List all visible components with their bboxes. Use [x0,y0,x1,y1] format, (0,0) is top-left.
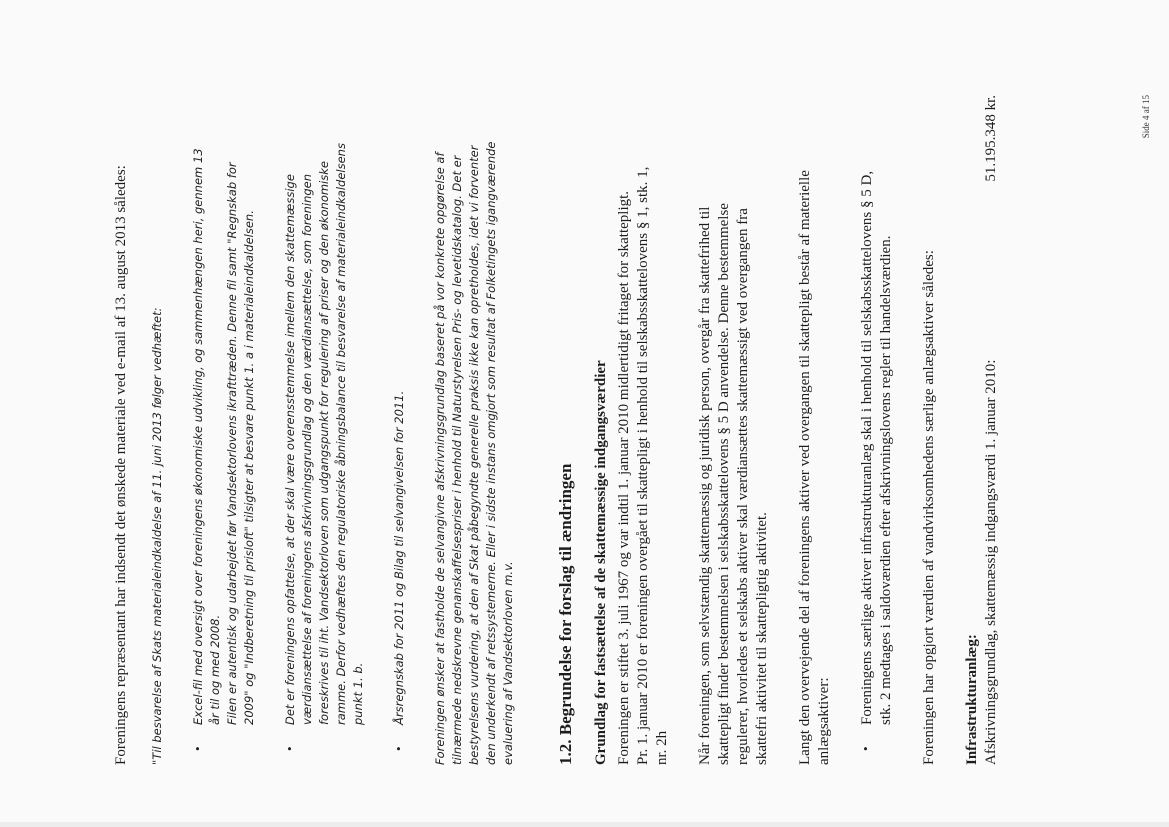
paragraph-line: nr. 2h [654,730,670,765]
infrastructure-value-row [982,95,1001,765]
list-item-line: Excel-fil med oversigt over foreningens økonomiske udvikling, og sammenhængen heri, gennem 13 [191,148,205,725]
statement-line: bestyrelsens vurdering, at den af Skat påbegyndte generelle praksis ikke kan opretholdes, idet vi forventer [467,145,481,765]
infrastructure-label: Afskrivningsgrundlag, skattemæssig indgangsværdi 1. januar 2010: [983,359,999,765]
bullet-icon: • [190,746,205,751]
list-item-line: år til og med 2008. [208,614,222,725]
asset-list [858,65,896,765]
paragraph-line: Foreningen er stiftet 3. juli 1967 og var indtil 1. januar 2010 midlertidigt fritaget for skattepligt. [616,190,632,765]
list-item [282,65,367,765]
list-item [190,65,258,765]
paragraph-line: Når foreningen, som selvstændig skattemæssig og juridisk person, overgår fra skattefrihed til [697,206,713,765]
italic-statement [432,65,517,765]
list-item-line: Filen er autentisk og udarbejdet før Vandsektorlovens ikrafttræden. Denne fil samt "Regnskab for [225,162,239,725]
paragraph-line: anlægsaktiver: [816,677,832,765]
paragraph-assets [796,65,834,765]
paragraph-line: regulerer, hvorledes et selskabs aktiver skal værdiansættes skattemæssigt ved overgangen fra [735,208,751,765]
section-title: 1.2. Begrundelse for forslag til ændringen [556,463,575,765]
statement-line: Foreningen ønsker at fastholde de selvangivne afskrivningsgrundlag baseret på vor konkrete opgørelse af [433,152,447,765]
quote-intro: "Til besvarelse af Skats materialeindkaldelse af 11. juni 2013 følger vedhæftet: [150,307,164,765]
bullet-icon: • [391,746,406,751]
paragraph-line: Langt den overvejende del af foreningens aktiver ved overgangen til skattepligt består af materielle [797,170,813,765]
paragraph-line: skattepligt finder bestemmelsen i selskabsskattelovens § 5 D anvendelse. Denne bestemmelse [716,203,732,765]
paragraph-valuation: Foreningen har opgjort værdien af vandvirksomhedens særlige anlægsaktiver således: [921,250,937,765]
intro-paragraph: Foreningens repræsentant har indsendt det ønskede materiale ved e-mail af 13. august 2013 således: [113,165,129,765]
statement-line: den underkendt af retssystemerne. Eller i sidste instans omgjort som resultat af Folketingets igangværende [484,141,498,765]
paragraph-founding [615,65,672,765]
list-item-line: Foreningens særlige aktiver infrastrukturanlæg skal i henhold til selskabsskattelovens § 5 D, [859,170,875,725]
bullet-icon: • [282,746,297,751]
statement-line: evaluering af Vandsektorloven m.v. [501,561,515,765]
list-item-line: punkt 1. b. [351,662,365,725]
paragraph-line: Pr. 1. januar 2010 er foreningen overgået til skattepligt i henhold til selskabsskattelovens § 1, stk. 1, [635,166,651,765]
infrastructure-value: 51.195.348 kr. [983,95,999,182]
list-item [858,65,896,765]
list-item-line: værdiansættelse af foreningens afskrivningsgrundlag og den værdiansættelse, som foreningen [300,173,314,725]
page-number: Side 4 af 15 [1141,95,1151,139]
list-item-line: foreskrives til iht. Vandsektorloven som udgangspunkt for regulering af priser og den økonomiske [317,161,331,725]
list-item-line: ramme. Derfor vedhæftes den regulatoriske åbningsbalance til besvarelse af materialeindkaldelsens [334,143,348,725]
subsection-title: Grundlag for fastsættelse af de skattemæssige indgangsværdier [593,360,609,765]
list-item-line: 2009" og "Indberetning til prisloft" tilsigter at besvare punkt 1. a i materialeindkaldelsen. [242,210,256,725]
infrastructure-heading: Infrastrukturanlæg: [964,634,980,765]
list-item-line: stk. 2 medtages i saldoværdien efter afskrivningslovens regler til handelsværdien. [878,235,894,725]
list-item-line: Årsregnskab for 2011 og Bilag til selvangivelsen for 2011. [392,390,406,725]
paragraph-line: skattefri aktivitet til skattepligtig aktivitet. [754,512,770,765]
statement-line: tilnærmede nedskrevne genanskaffelsespriser i henhold til Naturstyrelsen Pris- og levetidskatalog. Det er [450,155,464,765]
attachment-list [190,65,408,765]
list-item-line: Det er foreningens opfattelse, at der skal være overensstemmelse imellem den skattemæssige [283,174,297,725]
list-item [391,65,408,765]
paragraph-transition [696,65,772,765]
page-body [112,65,1001,765]
bullet-icon: • [858,746,873,751]
